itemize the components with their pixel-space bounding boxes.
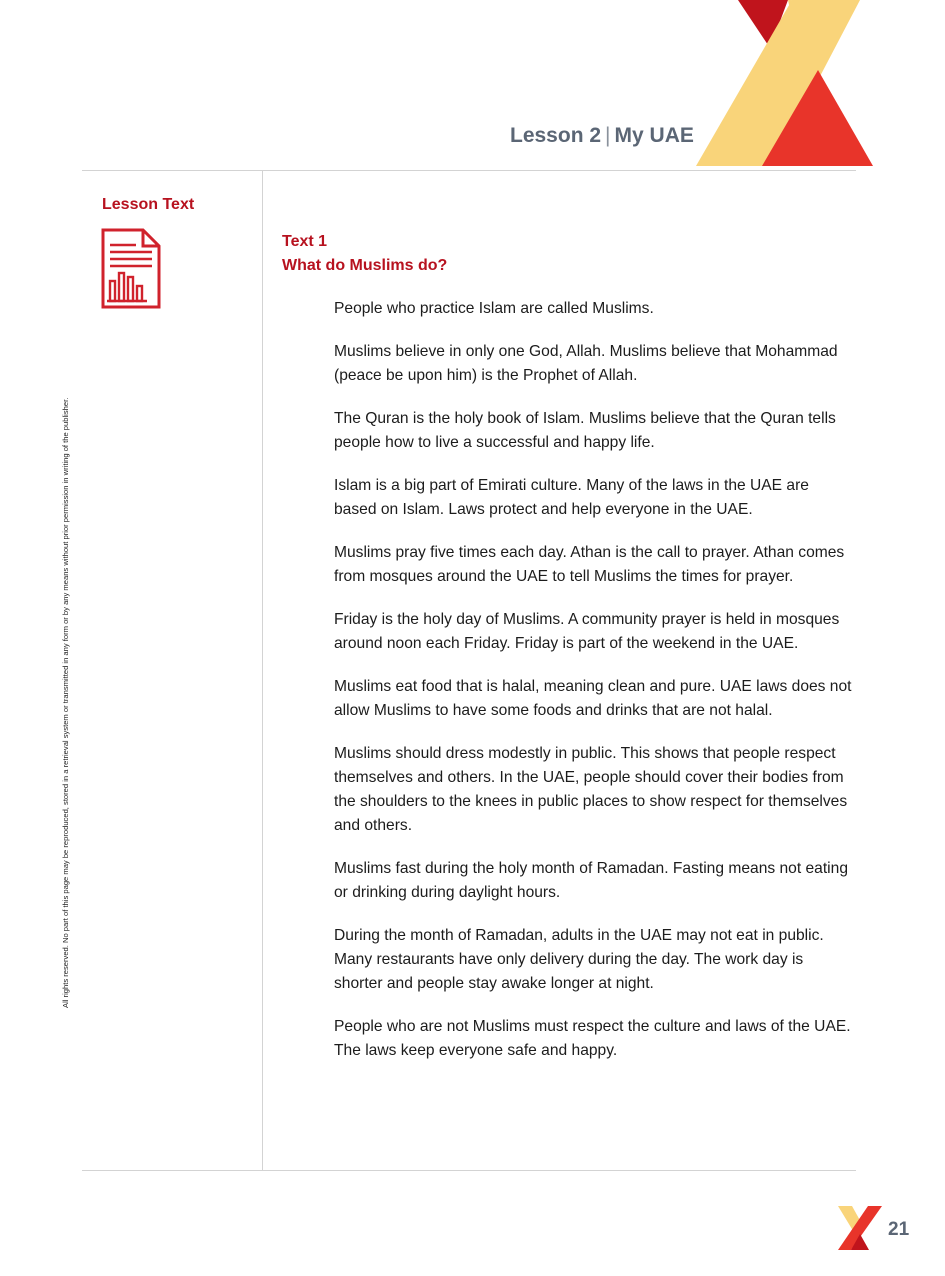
- section-label: Lesson Text: [102, 196, 195, 213]
- corner-chevron-graphic: [690, 0, 890, 170]
- page-number: 21: [888, 1219, 910, 1240]
- bottom-divider: [82, 1170, 856, 1171]
- paragraph: Muslims eat food that is halal, meaning clean and pure. UAE laws does not allow Muslims to have some foods and drinks that are not halal.: [334, 678, 852, 719]
- footer-logo-icon: [838, 1204, 882, 1252]
- document-chart-icon: [100, 228, 162, 310]
- paragraph: Friday is the holy day of Muslims. A community prayer is held in mosques around noon each Friday. Friday is part of the weekend in the UAE.: [334, 611, 840, 652]
- lesson-body: [334, 297, 854, 1082]
- text-number: Text 1: [282, 233, 328, 250]
- paragraph: Muslims pray five times each day. Athan is the call to prayer. Athan comes from mosques around the UAE to tell Muslims the times for prayer.: [334, 544, 845, 585]
- lesson-title: My UAE: [614, 124, 694, 147]
- paragraph: The Quran is the holy book of Islam. Muslims believe that the Quran tells people how to live a successful and happy life.: [334, 410, 836, 451]
- column-divider: [262, 170, 263, 1170]
- paragraph: Muslims should dress modestly in public. This shows that people respect themselves and others. In the UAE, people should cover their bodies from the shoulders to the knees in public places to show respect for themselves and others.: [334, 745, 848, 834]
- lesson-header: [510, 124, 694, 148]
- paragraph: Muslims fast during the holy month of Ramadan. Fasting means not eating or drinking during daylight hours.: [334, 860, 848, 901]
- header-separator: |: [605, 124, 611, 147]
- paragraph: People who are not Muslims must respect the culture and laws of the UAE. The laws keep everyone safe and happy.: [334, 1018, 851, 1059]
- paragraph: People who practice Islam are called Muslims.: [334, 300, 654, 317]
- paragraph: Islam is a big part of Emirati culture. Many of the laws in the UAE are based on Islam. Laws protect and help everyone in the UAE.: [334, 477, 809, 518]
- text-title: What do Muslims do?: [282, 257, 448, 274]
- lesson-number: Lesson 2: [510, 124, 602, 147]
- paragraph: During the month of Ramadan, adults in the UAE may not eat in public. Many restaurants have only delivery during the day. The work day is shorter and people stay awake longer at night.: [334, 927, 824, 992]
- paragraph: Muslims believe in only one God, Allah. Muslims believe that Mohammad (peace be upon him) is the Prophet of Allah.: [334, 343, 838, 384]
- copyright-notice: All rights reserved. No part of this page may be reproduced, stored in a retrieval system or transmitted in any form or by any means without prior permission in writing of the publisher.: [61, 397, 70, 1008]
- top-divider: [82, 170, 856, 171]
